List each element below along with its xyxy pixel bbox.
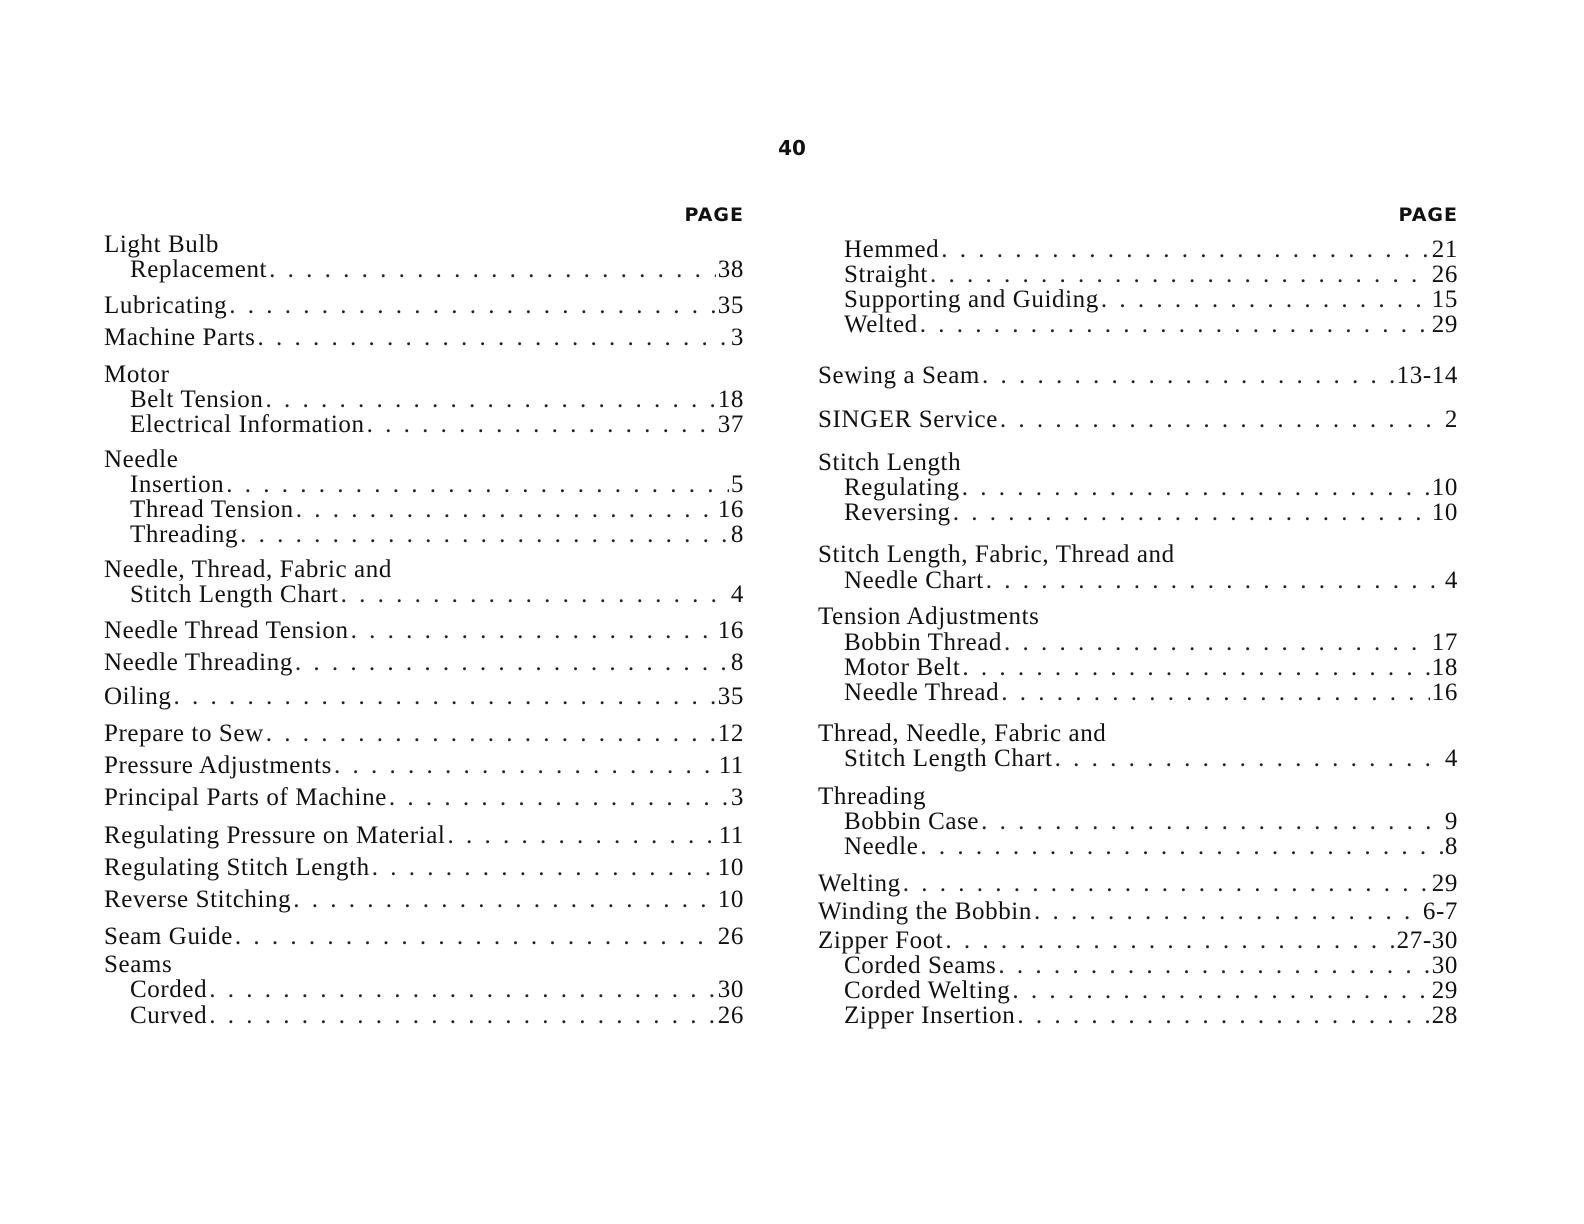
entry-label: Needle Threading (104, 649, 293, 676)
entry-page: 28 (1431, 1002, 1458, 1029)
entry-page: 4 (730, 581, 744, 608)
entry-label: SINGER Service (818, 406, 998, 433)
entry-page: 35 (717, 683, 744, 710)
dot-leader (1017, 1001, 1429, 1031)
entry-page: 10 (717, 886, 744, 913)
index-entry (818, 869, 1458, 899)
entry-page: 16 (717, 496, 744, 523)
entry-label: Light Bulb (104, 231, 220, 258)
dot-leader (351, 616, 716, 646)
entry-page: 6-7 (1422, 898, 1458, 925)
entry-label: Needle Chart (844, 567, 984, 594)
entry-label: Zipper Insertion (844, 1002, 1016, 1029)
entry-page: 29 (1431, 870, 1458, 897)
index-entry (104, 719, 744, 749)
index-entry (104, 682, 744, 712)
entry-label: Winding the Bobbin (818, 898, 1032, 925)
index-subentry (130, 1001, 744, 1031)
dot-leader (293, 885, 716, 915)
entry-page: 12 (717, 720, 744, 747)
index-entry (104, 323, 744, 353)
dot-leader (920, 832, 1443, 862)
entry-page: 29 (1431, 977, 1458, 1004)
entry-label: Straight (844, 261, 928, 288)
entry-label: Needle (844, 833, 919, 860)
entry-page: 16 (1431, 679, 1458, 706)
entry-label: Stitch Length (818, 449, 962, 476)
entry-label: Supporting and Guiding (844, 286, 1099, 313)
dot-leader (920, 310, 1430, 340)
entry-page: 16 (717, 617, 744, 644)
entry-page: 26 (717, 1002, 744, 1029)
entry-label: Threading (130, 521, 239, 548)
entry-label: Belt Tension (130, 386, 264, 413)
page-column-header: PAGE (1398, 204, 1458, 226)
index-entry (104, 885, 744, 915)
entry-label: Machine Parts (104, 324, 256, 351)
entry-label: Hemmed (844, 236, 940, 263)
dot-leader (295, 648, 729, 678)
entry-label: Prepare to Sew (104, 720, 264, 747)
entry-page: 3 (730, 324, 744, 351)
index-entry (104, 922, 744, 952)
entry-page: 11 (718, 822, 744, 849)
entry-label: Sewing a Seam (818, 362, 980, 389)
entry-label: Bobbin Case (844, 808, 980, 835)
entry-page: 29 (1431, 311, 1458, 338)
index-entry (104, 821, 744, 851)
entry-label: Corded (130, 976, 208, 1003)
dot-leader (269, 255, 716, 285)
index-entry (104, 648, 744, 678)
index-subentry (130, 580, 744, 610)
entry-page: 10 (717, 854, 744, 881)
entry-page: 4 (1444, 567, 1458, 594)
index-entry (104, 616, 744, 646)
entry-page: 15 (1431, 286, 1458, 313)
entry-page: 8 (1444, 833, 1458, 860)
index-subentry (130, 255, 744, 285)
entry-page: 27-30 (1396, 927, 1458, 954)
dot-leader (367, 410, 716, 440)
entry-page: 18 (717, 386, 744, 413)
entry-page: 10 (1431, 499, 1458, 526)
entry-label: Lubricating (104, 292, 228, 319)
index-subentry (844, 310, 1458, 340)
index-subentry (130, 520, 744, 550)
entry-label: Insertion (130, 471, 225, 498)
entry-label: Pressure Adjustments (104, 752, 332, 779)
entry-page: 26 (717, 923, 744, 950)
index-entry (818, 361, 1458, 391)
index-column-left (104, 204, 744, 1029)
dot-leader (986, 566, 1443, 596)
dot-leader (1055, 744, 1443, 774)
entry-page: 35 (717, 292, 744, 319)
entry-label: Thread, Needle, Fabric and (818, 720, 1107, 747)
entry-page: 21 (1431, 236, 1458, 263)
index-subentry (844, 678, 1458, 708)
index-entry (818, 897, 1458, 927)
entry-label: Welted (844, 311, 918, 338)
dot-leader (235, 922, 716, 952)
index-entry (104, 853, 744, 883)
entry-label: Reversing (844, 499, 951, 526)
index-subentry (844, 744, 1458, 774)
entry-page: 37 (717, 411, 744, 438)
entry-page: 8 (730, 649, 744, 676)
dot-leader (266, 719, 716, 749)
index-subentry (844, 1001, 1458, 1031)
page-number: 40 (778, 136, 806, 160)
entry-label: Replacement (130, 256, 268, 283)
page-column-header: PAGE (684, 204, 744, 226)
entry-page: 5 (730, 471, 744, 498)
entry-label: Corded Welting (844, 977, 1011, 1004)
entry-label: Welting (818, 870, 901, 897)
entry-label: Principal Parts of Machine (104, 784, 387, 811)
entry-label: Oiling (104, 683, 172, 710)
entry-label: Stitch Length Chart (130, 581, 339, 608)
entry-page: 17 (1431, 629, 1458, 656)
dot-leader (341, 580, 729, 610)
entry-label: Motor Belt (844, 654, 961, 681)
entry-label: Threading (818, 783, 927, 810)
dot-leader (903, 869, 1430, 899)
entry-page: 30 (717, 976, 744, 1003)
entry-label: Curved (130, 1002, 208, 1029)
entry-label: Needle Thread Tension (104, 617, 349, 644)
entry-label: Motor (104, 361, 170, 388)
index-subentry (844, 832, 1458, 862)
entry-label: Corded Seams (844, 952, 997, 979)
index-entry (104, 751, 744, 781)
dot-leader (174, 682, 716, 712)
dot-leader (1001, 678, 1430, 708)
entry-page: 38 (717, 256, 744, 283)
index-entry (104, 291, 744, 321)
index-subentry (844, 498, 1458, 528)
index-entry (104, 783, 744, 813)
dot-leader (258, 323, 729, 353)
dot-leader (1034, 897, 1421, 927)
entry-label: Zipper Foot (818, 927, 944, 954)
entry-label: Bobbin Thread (844, 629, 1003, 656)
entry-label: Regulating (844, 474, 960, 501)
entry-label: Seam Guide (104, 923, 233, 950)
entry-page: 18 (1431, 654, 1458, 681)
entry-page: 4 (1444, 745, 1458, 772)
dot-leader (229, 291, 716, 321)
dot-leader (334, 751, 717, 781)
dot-leader (209, 1001, 716, 1031)
entry-page: 26 (1431, 261, 1458, 288)
index-subentry (844, 566, 1458, 596)
entry-page: 8 (730, 521, 744, 548)
entry-label: Stitch Length, Fabric, Thread and (818, 541, 1175, 568)
dot-leader (389, 783, 729, 813)
index-column-right (818, 204, 1458, 1029)
entry-label: Regulating Stitch Length (104, 854, 370, 881)
dot-leader (982, 361, 1395, 391)
entry-page: 10 (1431, 474, 1458, 501)
entry-label: Needle, Thread, Fabric and (104, 556, 392, 583)
index-entry (818, 405, 1458, 435)
dot-leader (240, 520, 729, 550)
entry-label: Needle Thread (844, 679, 1000, 706)
entry-page: 13-14 (1396, 362, 1458, 389)
entry-page: 2 (1444, 406, 1458, 433)
entry-label: Reverse Stitching (104, 886, 292, 913)
entry-label: Seams (104, 951, 173, 978)
entry-page: 9 (1444, 808, 1458, 835)
dot-leader (372, 853, 716, 883)
entry-label: Tension Adjustments (818, 603, 1040, 630)
entry-label: Stitch Length Chart (844, 745, 1053, 772)
entry-page: 3 (730, 784, 744, 811)
entry-label: Regulating Pressure on Material (104, 822, 446, 849)
entry-label: Thread Tension (130, 496, 294, 523)
entry-page: 11 (718, 752, 744, 779)
entry-label: Electrical Information (130, 411, 365, 438)
dot-leader (953, 498, 1430, 528)
dot-leader (1000, 405, 1443, 435)
index-subentry (130, 410, 744, 440)
entry-page: 30 (1431, 952, 1458, 979)
dot-leader (447, 821, 716, 851)
entry-label: Needle (104, 446, 179, 473)
